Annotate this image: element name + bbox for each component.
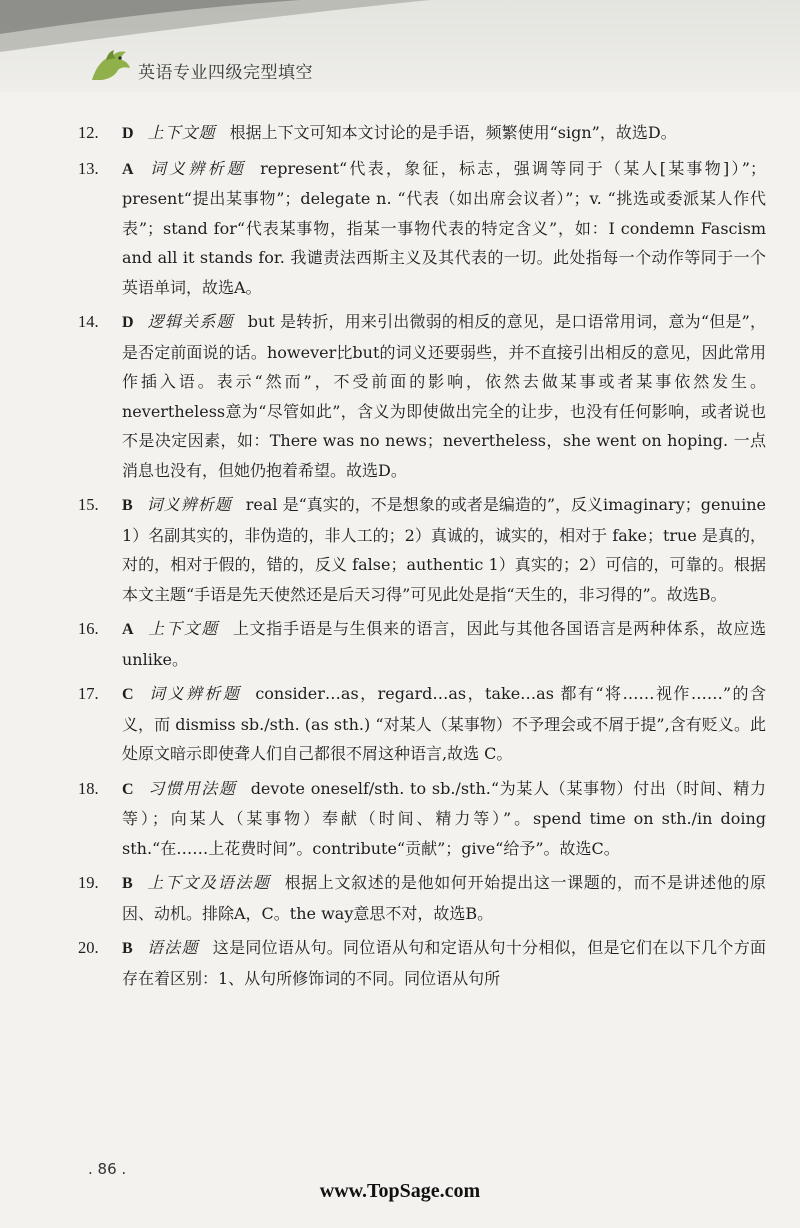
entry-number: 12.: [78, 123, 99, 142]
entry-body: [122, 774, 766, 864]
explanation-text: devote oneself/sth. to sb./sth.“为某人（某事物）付出（时间、精力等）；向某人（某事物）奉献（时间、精力等）”。spend time on sth./in doing sth.“在……上花费时间”。contribute“贡献”；give“给予”。故选C。: [122, 778, 766, 858]
explanation-text: 这是同位语从句。同位语从句和定语从句十分相似，但是它们在以下几个方面存在着区别：1、从句所修饰词的不同。同位语从句所: [122, 938, 766, 988]
dragon-logo-icon: [88, 46, 132, 86]
answer-letter: A: [122, 160, 134, 178]
explanation-text: 上文指手语是与生俱来的语言，因此与其他各国语言是两种体系，故应选unlike。: [122, 619, 766, 669]
answer-entry-16: [78, 614, 766, 674]
page-number: . 86 .: [88, 1160, 127, 1178]
entry-number: 14.: [78, 312, 99, 331]
answer-entry-20: [78, 933, 766, 993]
question-type: 上下文及语法题: [146, 873, 271, 892]
entry-number: 15.: [78, 495, 99, 514]
explanation-text: 根据上文叙述的是他如何开始提出这一课题的，而不是讲述他的原因、动机。排除A，C。the way意思不对，故选B。: [122, 873, 766, 923]
entry-body: [122, 933, 766, 993]
entry-number: 18.: [78, 778, 99, 798]
page-header: [0, 0, 800, 92]
entry-body: [122, 614, 766, 674]
entry-body: [122, 307, 766, 485]
question-type: 上下文题: [147, 123, 216, 142]
explanation-text: represent“代表，象征，标志，强调等同于（某人[某事物]）”；present“提出某事物”；delegate n. “代表（如出席会议者）”；v. “挑选或委派某人作代表”；stand for“代表某事物，指某一事物代表的特定含义”，如：I condemn Fascism and all it stands for. 我谴责法西斯主义及其代表的一切。此处指每一个动作等同于一个英语单词，故选A。: [122, 158, 766, 297]
question-type: 词义辨析题: [147, 158, 247, 178]
entry-body: [122, 118, 766, 149]
entry-body: [122, 679, 766, 769]
answer-entry-18: [78, 774, 766, 864]
question-type: 词义辨析题: [147, 684, 242, 703]
question-type: 词义辨析题: [146, 495, 232, 514]
entry-number: 17.: [78, 684, 99, 703]
answer-entry-17: [78, 679, 766, 769]
answer-letter: D: [122, 125, 134, 142]
answer-letter: B: [122, 875, 133, 892]
answer-entry-14: [78, 307, 766, 485]
answer-letter: C: [122, 686, 134, 703]
website-footer: www.TopSage.com: [319, 1180, 481, 1202]
answer-letter: C: [122, 780, 134, 798]
explanation-text: real 是“真实的，不是想象的或者是编造的”，反义imaginary；genuine 1）名副其实的，非伪造的，非人工的；2）真诚的，诚实的，相对于 fake；true 是真的，对的，相对于假的，错的，反义 false；authentic 1）真实的；2）可信的，可靠的。根据本文主题“手语是先天使然还是后天习得”可见此处是指“天生的，非习得的”。故选B。: [122, 495, 766, 604]
question-type: 语法题: [146, 938, 199, 957]
question-type: 习惯用法题: [147, 778, 237, 798]
entry-body: [122, 490, 766, 609]
answer-list: [78, 118, 766, 998]
answer-letter: B: [122, 940, 133, 957]
book-title: 英语专业四级完型填空: [138, 63, 313, 83]
explanation-text: consider…as，regard…as，take…as 都有“将……视作……”的含义，而 dismiss sb./sth. (as sth.) “对某人（某事物）不予理会或不屑于提”,含有贬义。此处原文暗示即使聋人们自己都很不屑这种语言,故选 C。: [122, 684, 766, 763]
entry-body: [122, 868, 766, 928]
question-type: 上下文题: [147, 619, 219, 638]
question-type: 逻辑关系题: [147, 312, 234, 331]
answer-letter: A: [122, 621, 134, 638]
entry-body: [122, 154, 766, 303]
entry-number: 16.: [78, 619, 99, 638]
entry-number: 13.: [78, 158, 99, 178]
answer-entry-19: [78, 868, 766, 928]
explanation-text: but 是转折，用来引出微弱的相反的意见，是口语常用词，意为“但是”，是否定前面说的话。however比but的词义还要弱些，并不直接引出相反的意见，因此常用作插入语。表示“然而”，不受前面的影响，依然去做某事或者某事依然发生。nevertheless意为“尽管如此”，含义为即使做出完全的让步，也没有任何影响，或者说也不是决定因素，如：There was no news；nevertheless，she went on hoping. 一点消息也没有，但她仍抱着希望。故选D。: [122, 312, 766, 480]
entry-number: 19.: [78, 873, 99, 892]
answer-entry-13: [78, 154, 766, 303]
answer-entry-15: [78, 490, 766, 609]
answer-letter: D: [122, 314, 134, 331]
entry-number: 20.: [78, 938, 99, 957]
answer-letter: B: [122, 497, 133, 514]
explanation-text: 根据上下文可知本文讨论的是手语，频繁使用“sign”，故选D。: [229, 123, 677, 142]
answer-entry-12: [78, 118, 766, 149]
